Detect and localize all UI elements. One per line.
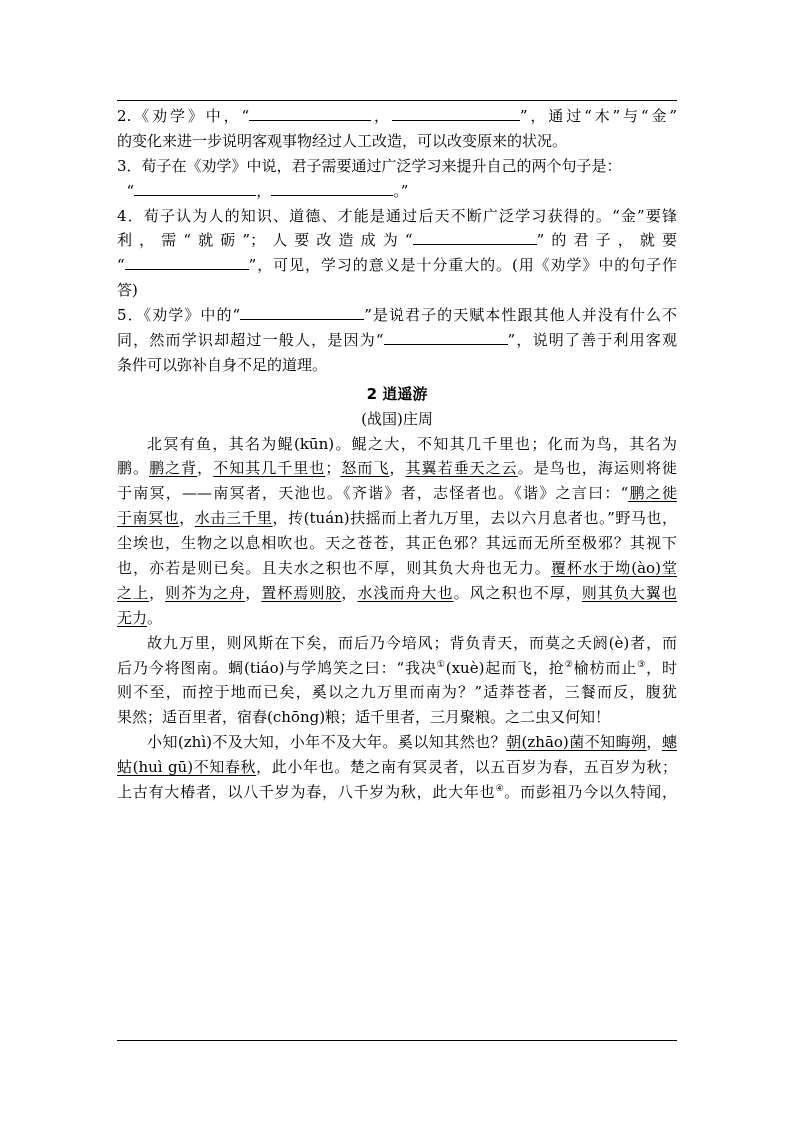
question-5-line-1: 5．《劝学》中的“ ”是说君子的天赋本性跟其他人并没有什么不 [117, 306, 677, 325]
question-2-line-1: 2.《劝学》中，“ ， ”，通过“木”与“金” [117, 107, 677, 125]
question-4-line-3: “ ”，可见，学习的意义是十分重大的。(用《劝学》中的句子作 [117, 256, 677, 275]
passage-p1-line-8: 无力。 [117, 608, 163, 627]
footnote-marker: ③ [637, 659, 647, 670]
passage-p1-line-2: 鹏。鹏之背，不知其几千里也；怒而飞，其翼若垂天之云。是鸟也，海运则将徙 [117, 459, 677, 478]
passage-p1-line-5: 尘埃也，生物之以息相吹也。天之苍苍，其正色邪？其远而无所至极邪？其视下 [117, 534, 677, 553]
passage-p3-line-3: 上古有大椿者，以八千岁为春，八千岁为秋，此大年也④。而彭祖乃今以久特闻， [117, 783, 677, 802]
question-4-line-1: 4．荀子认为人的知识、道德、才能是通过后天不断广泛学习获得的。“金”要锋 [117, 206, 677, 225]
passage-p1-line-7: 之上，则芥为之舟，置杯焉则胶，水浅而舟大也。风之积也不厚，则其负大翼也 [117, 583, 677, 602]
document-body [117, 104, 677, 805]
question-3-line-1: 3．荀子在《劝学》中说，君子需要通过广泛学习来提升自己的两个句子是： [117, 156, 622, 175]
section-title: 2 逍遥游 [366, 384, 428, 403]
question-5-line-3: 条件可以弥补自身不足的道理。 [117, 355, 328, 374]
answer-blank[interactable] [384, 329, 508, 345]
passage-p2-line-1: 故九万里，则风斯在下矣，而后乃今培风；背负青天，而莫之夭阏(è)者，而 [147, 633, 677, 652]
question-3-line-2: “ ， 。” [126, 181, 409, 200]
footnote-marker: ② [564, 659, 574, 670]
answer-blank[interactable] [392, 105, 520, 121]
passage-p1-line-6: 也，亦若是则已矣。且夫水之积也不厚，则其负大舟也无力。覆杯水于坳(ào)堂 [117, 559, 677, 578]
section-author: (战国)庄周 [361, 409, 433, 428]
answer-blank[interactable] [125, 254, 249, 270]
top-rule [117, 100, 677, 101]
answer-blank[interactable] [249, 105, 371, 121]
passage-p1-line-1: 北冥有鱼，其名为鲲(kūn)。鲲之大，不知其几千里也；化而为鸟，其名为 [147, 434, 677, 453]
bottom-rule [117, 1040, 677, 1041]
question-2-line-2: 的变化来进一步说明客观事物经过人工改造，可以改变原来的状况。 [117, 131, 568, 150]
passage-p1-line-3: 于南冥，——南冥者，天池也。《齐谐》者，志怪者也。《谐》之言曰：“鹏之徙 [117, 484, 677, 503]
answer-blank[interactable] [413, 229, 537, 245]
footnote-marker: ④ [495, 784, 505, 795]
passage-p2-line-2: 后乃今将图南。蜩(tiáo)与学鸠笑之曰：“我决①(xuè)起而飞，抢②榆枋而止③，时 [117, 658, 677, 677]
answer-blank[interactable] [271, 180, 393, 196]
question-5-line-2: 同，然而学识却超过一般人，是因为“ ”，说明了善于利用客观 [117, 331, 677, 350]
answer-blank[interactable] [240, 304, 364, 320]
footnote-marker: ① [436, 659, 446, 670]
passage-p2-line-3: 则不至，而控于地而已矣，奚以之九万里而南为？”适莽苍者，三餐而反，腹犹 [117, 683, 677, 702]
passage-p3-line-2: 蛄(huì gū)不知春秋，此小年也。楚之南有冥灵者，以五百岁为春，五百岁为秋； [117, 758, 677, 777]
answer-blank[interactable] [134, 180, 256, 196]
passage-p1-line-4: 于南冥也，水击三千里，抟(tuán)扶摇而上者九万里，去以六月息者也。”野马也， [117, 509, 677, 528]
passage-p3-line-1: 小知(zhì)不及大知，小年不及大年。奚以知其然也？朝(zhāo)菌不知晦朔，蟪 [147, 733, 677, 752]
question-4-line-4: 答) [117, 281, 138, 300]
question-4-line-2: 利，需“就砺”；人要改造成为“ ”的君子，就要 [117, 231, 677, 250]
passage-p2-line-4: 果然；适百里者，宿舂(chōng)粮；适千里者，三月聚粮。之二虫又何知！ [117, 708, 611, 727]
